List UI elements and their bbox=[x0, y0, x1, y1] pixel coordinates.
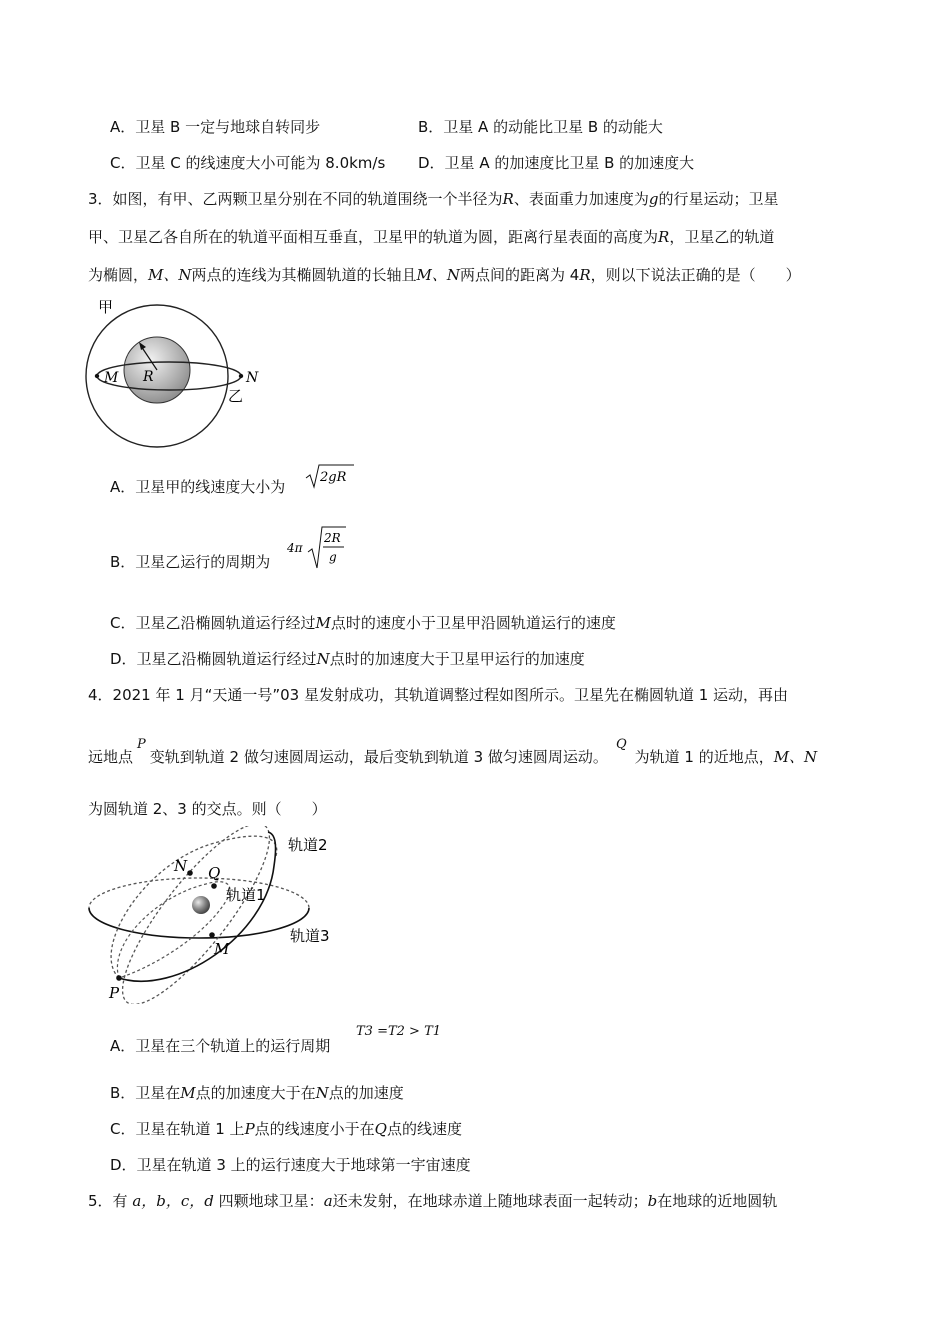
q3-stem-line-1: 3．如图，有甲、乙两颗卫星分别在不同的轨道围绕一个半径为R、表面重力加速度为g的行星运动；卫星 bbox=[88, 190, 779, 208]
label-q: Q bbox=[208, 864, 221, 882]
label-orbit-3: 轨道3 bbox=[290, 927, 330, 945]
label-jia: 甲 bbox=[98, 298, 114, 316]
label-orbit-1: 轨道1 bbox=[226, 886, 266, 904]
q3-stem-line-3: 为椭圆，M、N两点的连线为其椭圆轨道的长轴且M、N两点间的距离为 4R，则以下说法正确的是（ ） bbox=[88, 266, 801, 284]
q3-stem-line-2: 甲、卫星乙各自所在的轨道平面相互垂直，卫星甲的轨道为圆，距离行星表面的高度为R，卫星乙的轨道 bbox=[88, 228, 775, 246]
point-p-dot bbox=[116, 975, 122, 981]
label-r: R bbox=[143, 369, 154, 385]
point-m-dot bbox=[95, 374, 99, 378]
label-p: P bbox=[109, 984, 120, 1002]
point-m-dot bbox=[209, 932, 215, 938]
q3-orbit-figure bbox=[84, 292, 274, 452]
point-n-dot bbox=[239, 374, 243, 378]
q2-option-b: B．卫星 A 的动能比卫星 B 的动能大 bbox=[418, 118, 663, 136]
svg-text:2R: 2R bbox=[324, 531, 341, 545]
q4-option-d: D．卫星在轨道 3 上的运行速度大于地球第一宇宙速度 bbox=[110, 1156, 471, 1174]
q3-option-d: D．卫星乙沿椭圆轨道运行经过N点时的加速度大于卫星甲运行的加速度 bbox=[110, 650, 585, 668]
label-n: N bbox=[246, 370, 259, 386]
point-q-dot bbox=[211, 883, 217, 889]
q3-option-a-formula bbox=[304, 462, 356, 490]
point-n-dot bbox=[187, 870, 193, 876]
q4-option-c: C．卫星在轨道 1 上P点的线速度小于在Q点的线速度 bbox=[110, 1120, 462, 1138]
svg-text:2gR: 2gR bbox=[320, 470, 347, 485]
earth-icon bbox=[192, 896, 210, 914]
q4-stem-line-1: 4．2021 年 1 月“天通一号”03 星发射成功，其轨道调整过程如图所示。卫星先在椭圆轨道 1 运动，再由 bbox=[88, 686, 789, 704]
svg-text:4π: 4π bbox=[287, 541, 303, 555]
q3-option-b-formula bbox=[286, 524, 348, 572]
q5-stem-line-1: 5．有 a，b，c，d 四颗地球卫星：a还未发射，在地球赤道上随地球表面一起转动；b在地球的近地圆轨 bbox=[88, 1192, 778, 1210]
label-yi: 乙 bbox=[228, 387, 244, 405]
q2-option-c: C．卫星 C 的线速度大小可能为 8.0km/s bbox=[110, 154, 386, 172]
label-orbit-2: 轨道2 bbox=[288, 836, 328, 854]
q4-orbit-figure bbox=[86, 826, 348, 1004]
q4-stem-line-2: 远地点P变轨到轨道 2 做匀速圆周运动，最后变轨到轨道 3 做匀速圆周运动。Q为轨道 1 的近地点，M、N bbox=[88, 737, 818, 766]
q3-option-b: B．卫星乙运行的周期为 bbox=[110, 553, 271, 571]
q4-option-a-formula: T3 =T2 > T1 bbox=[356, 1024, 442, 1039]
q3-option-c: C．卫星乙沿椭圆轨道运行经过M点时的速度小于卫星甲沿圆轨道运行的速度 bbox=[110, 614, 616, 632]
q4-stem-line-3: 为圆轨道 2、3 的交点。则（ ） bbox=[88, 800, 327, 818]
orbit-2-back bbox=[102, 826, 290, 1004]
q3-option-a: A．卫星甲的线速度大小为 bbox=[110, 478, 286, 496]
svg-text:g: g bbox=[329, 550, 337, 564]
orbit-1-dashed bbox=[117, 882, 230, 978]
q4-option-b: B．卫星在M点的加速度大于在N点的加速度 bbox=[110, 1084, 404, 1102]
label-m: M bbox=[214, 940, 230, 958]
label-n: N bbox=[174, 857, 188, 875]
q2-option-a: A．卫星 B 一定与地球自转同步 bbox=[110, 118, 321, 136]
label-m: M bbox=[104, 370, 119, 386]
q2-option-d: D．卫星 A 的加速度比卫星 B 的加速度大 bbox=[418, 154, 695, 172]
q4-option-a: A．卫星在三个轨道上的运行周期 bbox=[110, 1037, 331, 1055]
